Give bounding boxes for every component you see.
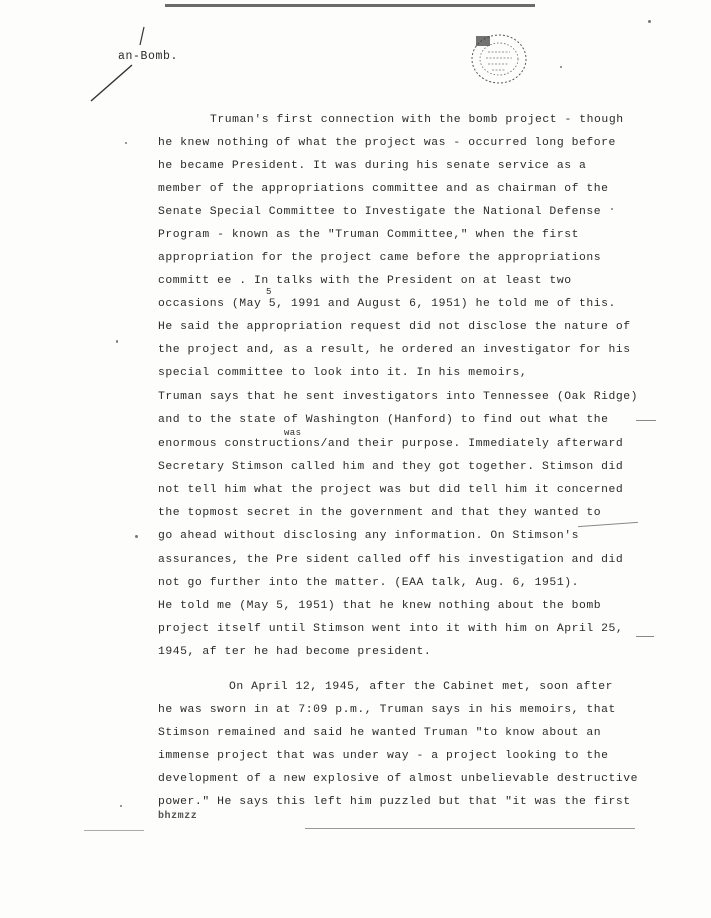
text-line: Truman's first connection with the bomb project - though (210, 114, 624, 126)
text-line: Program - known as the "Truman Committee," when the first (158, 229, 579, 241)
text-line: committ ee . In talks with the President on at least two (158, 275, 572, 287)
text-line: special committee to look into it. In his memoirs, (158, 367, 528, 379)
text-line: Stimson remained and said he wanted Truman "to know about an (158, 727, 602, 739)
scan-speck (611, 208, 613, 210)
text-line: Senate Special Committee to Investigate the National Defense (158, 206, 602, 218)
text-line: development of a new explosive of almost unbelievable destructive (158, 773, 639, 785)
scan-speck (648, 20, 651, 23)
text-line: not go further into the matter. (EAA talk, Aug. 6, 1951). (158, 577, 579, 589)
scan-speck (120, 805, 122, 807)
text-line: the topmost secret in the government and that they wanted to (158, 507, 602, 519)
text-line: appropriation for the project came before the appropriations (158, 252, 602, 264)
text-line: assurances, the Pre sident called off his investigation and did (158, 554, 624, 566)
document-heading: an-Bomb. (118, 50, 179, 63)
pen-slash-mark (88, 25, 148, 105)
text-line: Truman says that he sent investigators into Tennessee (Oak Ridge) (158, 391, 639, 403)
text-line: member of the appropriations committee and as chairman of the (158, 183, 609, 195)
scan-speck (135, 535, 138, 538)
archive-stamp-icon (466, 30, 532, 88)
interlinear-insertion: was (284, 428, 302, 438)
stray-pen-line (636, 636, 654, 637)
handwritten-correction: 5 (266, 287, 272, 297)
text-line: immense project that was under way - a project looking to the (158, 750, 609, 762)
bottom-edge-dash (84, 830, 144, 831)
text-line: he knew nothing of what the project was - occurred long before (158, 137, 616, 149)
text-line: power." He says this left him puzzled but that "it was the first (158, 796, 631, 808)
struck-text-fragment: bhzmzz (158, 811, 198, 822)
bottom-edge-dash (305, 828, 635, 829)
scan-speck (125, 142, 127, 144)
text-line: occasions (May 5, 1991 and August 6, 1951) he told me of this. (158, 298, 616, 310)
scan-speck (560, 66, 562, 68)
scan-speck (116, 340, 118, 343)
text-line: project itself until Stimson went into it with him on April 25, (158, 623, 624, 635)
stray-pen-line (636, 420, 656, 421)
text-line: and to the state of Washington (Hanford) to find out what the (158, 414, 609, 426)
text-line: 1945, af ter he had become president. (158, 646, 432, 658)
stray-pen-line (578, 522, 638, 527)
text-line: he was sworn in at 7:09 p.m., Truman says in his memoirs, that (158, 704, 616, 716)
text-line: not tell him what the project was but did tell him it concerned (158, 484, 624, 496)
text-line: He told me (May 5, 1951) that he knew nothing about the bomb (158, 600, 602, 612)
text-line: he became President. It was during his senate service as a (158, 160, 587, 172)
text-line: On April 12, 1945, after the Cabinet met, soon after (229, 681, 614, 693)
text-line: Secretary Stimson called him and they got together. Stimson did (158, 461, 624, 473)
top-edge-rule (165, 4, 535, 7)
text-line: go ahead without disclosing any information. On Stimson's (158, 530, 579, 542)
text-line: the project and, as a result, he ordered an investigator for his (158, 344, 631, 356)
text-line: He said the appropriation request did not disclose the nature of (158, 321, 631, 333)
text-line: enormous constructions/and their purpose. Immediately afterward (158, 438, 624, 450)
